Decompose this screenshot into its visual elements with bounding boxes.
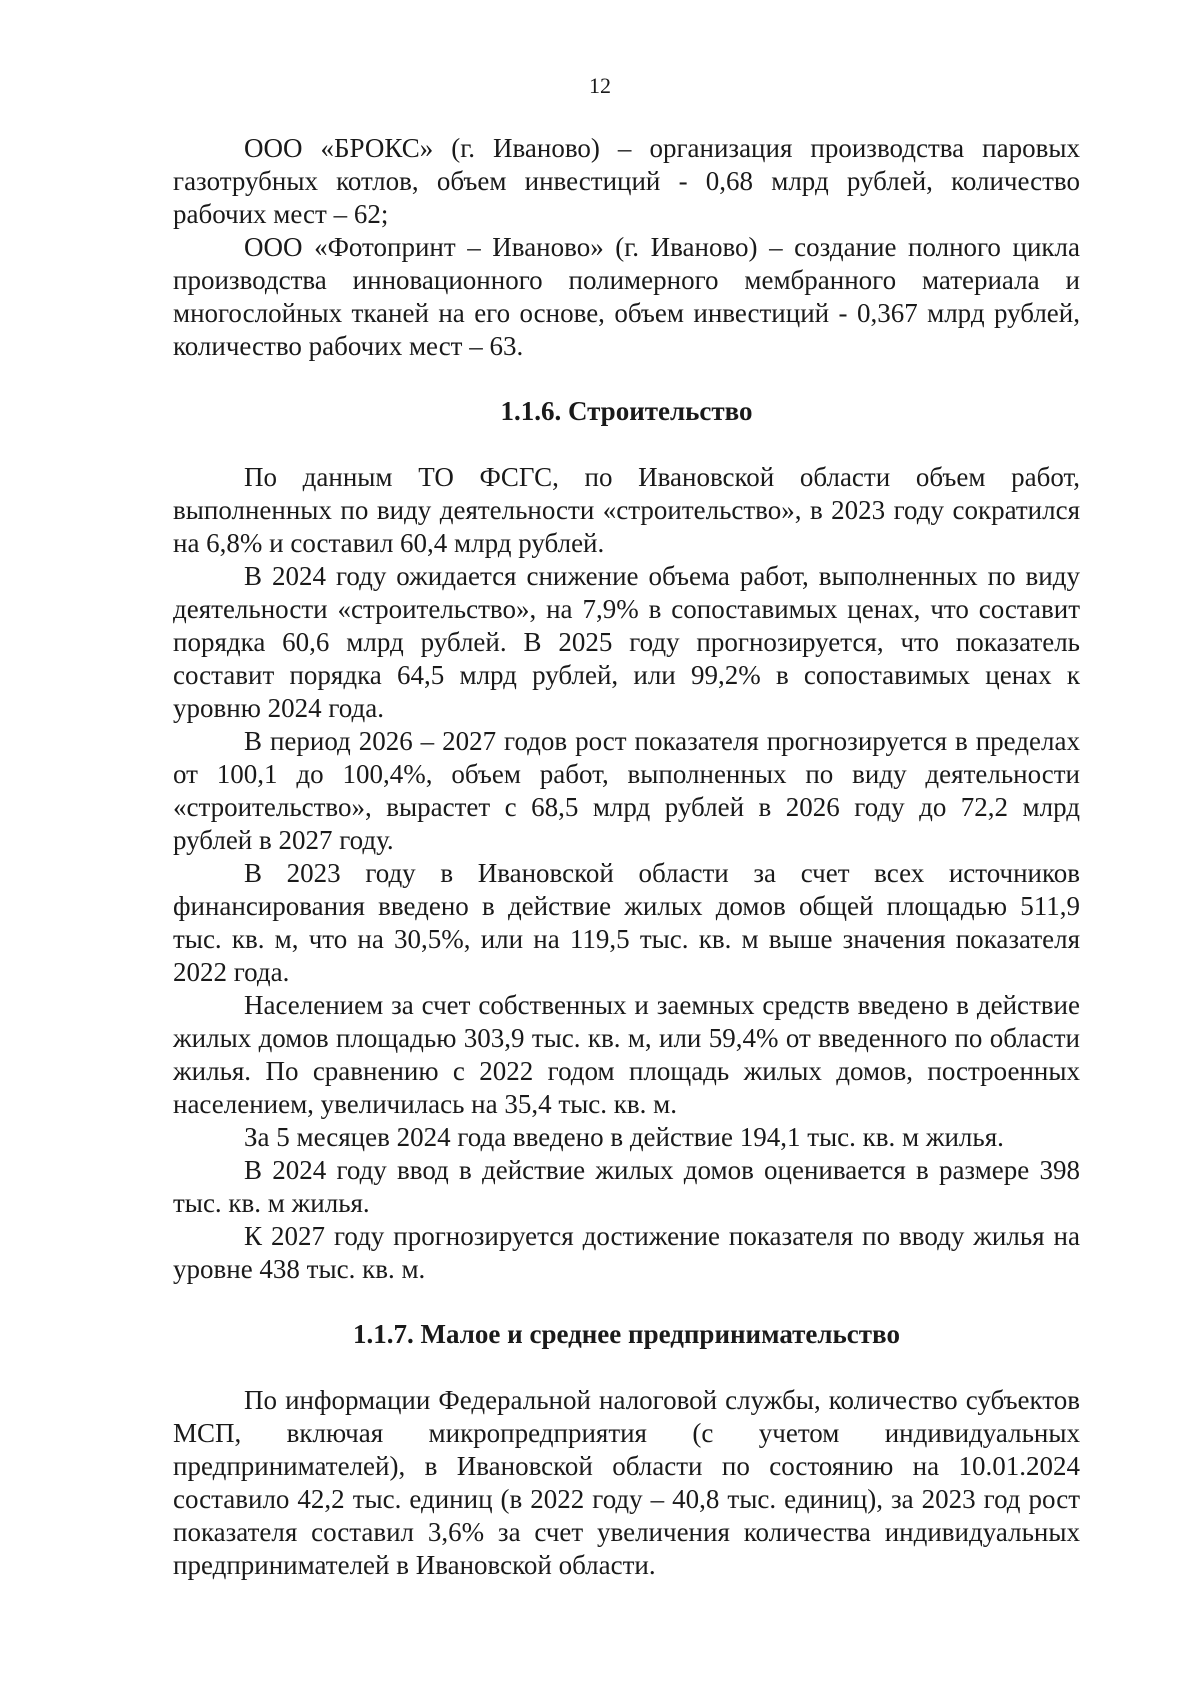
page-number: 12 (589, 73, 611, 98)
paragraph-broks: ООО «БРОКС» (г. Иваново) – организация производства паровых газотрубных котлов, объем инвестиций - 0,68 млрд рублей, количество рабочих мест – 62; (173, 133, 1080, 229)
section-heading-construction: 1.1.6. Строительство (500, 396, 753, 426)
paragraph: К 2027 году прогнозируется достижение показателя по вводу жилья на уровне 438 тыс. кв. м. (173, 1221, 1080, 1284)
paragraph: В 2023 году в Ивановской области за счет всех источников финансирования введено в действие жилых домов общей площадью 511,9 тыс. кв. м, что на 30,5%, или на 119,5 тыс. кв. м выше значения показателя 2022 года. (173, 858, 1080, 987)
spacer (173, 428, 1080, 461)
paragraph: В период 2026 – 2027 годов рост показателя прогнозируется в пределах от 100,1 до 100,4%, объем работ, выполненных по виду деятельности «строительство», вырастет с 68,5 млрд рублей в 2026 году до 72,2 млрд рублей в 2027 году. (173, 726, 1080, 855)
section-heading-sme: 1.1.7. Малое и среднее предпринимательство (353, 1319, 900, 1349)
spacer (173, 1286, 1080, 1318)
paragraph: По данным ТО ФСГС, по Ивановской области объем работ, выполненных по виду деятельности «строительство», в 2023 году сократился на 6,8% и составил 60,4 млрд рублей. (173, 462, 1080, 558)
paragraph: В 2024 году ожидается снижение объема работ, выполненных по виду деятельности «строительство», на 7,9% в сопоставимых ценах, что составит порядка 60,6 млрд рублей. В 2025 году прогнозируется, что показатель составит порядка 64,5 млрд рублей, или 99,2% в сопоставимых ценах к уровню 2024 года. (173, 561, 1080, 723)
spacer (173, 363, 1080, 395)
paragraph: В 2024 году ввод в действие жилых домов оценивается в размере 398 тыс. кв. м жилья. (173, 1155, 1080, 1218)
spacer (173, 1351, 1080, 1384)
paragraph: Населением за счет собственных и заемных средств введено в действие жилых домов площадью 303,9 тыс. кв. м, или 59,4% от введенного по области жилья. По сравнению с 2022 годом площадь жилых домов, построенных населением, увеличилась на 35,4 тыс. кв. м. (173, 990, 1080, 1119)
paragraph: За 5 месяцев 2024 года введено в действие 194,1 тыс. кв. м жилья. (244, 1122, 1004, 1152)
paragraph-fotoprint: ООО «Фотопринт – Иваново» (г. Иваново) – создание полного цикла производства инновационного полимерного мембранного материала и многослойных тканей на его основе, объем инвестиций - 0,367 млрд рублей, количество рабочих мест – 63. (173, 232, 1080, 361)
page-content (173, 132, 1080, 1582)
paragraph: По информации Федеральной налоговой службы, количество субъектов МСП, включая микропредприятия (с учетом индивидуальных предпринимателей), в Ивановской области по состоянию на 10.01.2024 составило 42,2 тыс. единиц (в 2022 году – 40,8 тыс. единиц), за 2023 год рост показателя составил 3,6% за счет увеличения количества индивидуальных предпринимателей в Ивановской области. (173, 1385, 1080, 1580)
